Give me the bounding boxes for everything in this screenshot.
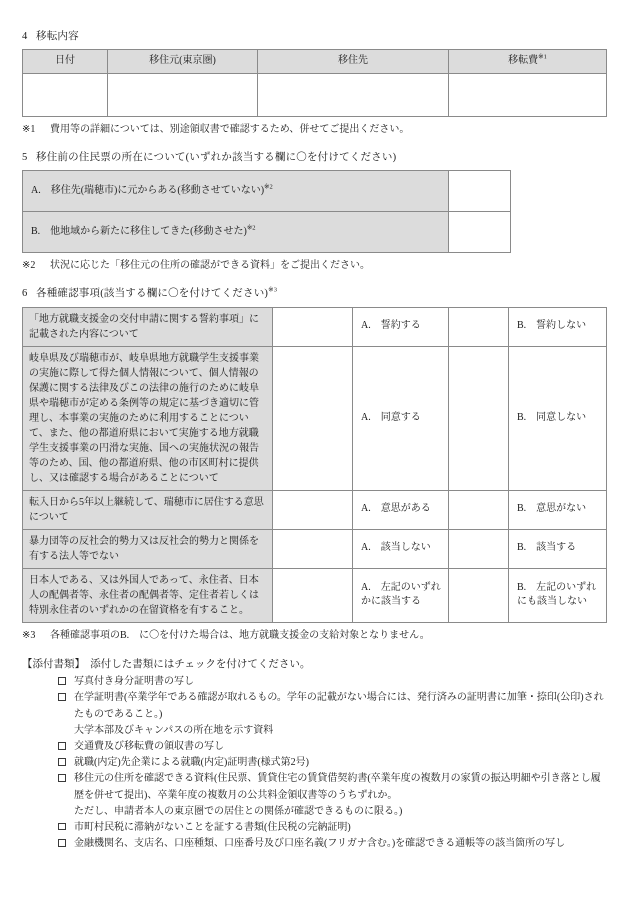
confirm-row-2-mark-b[interactable]	[449, 346, 509, 490]
cell-origin[interactable]	[108, 74, 258, 117]
section-5-title: 移住前の住民票の所在について(いずれか該当する欄に〇を付けてください)	[36, 152, 397, 164]
residence-location-table	[22, 170, 511, 253]
confirm-row-5-option-a: A. 左記のいずれかに該当する	[353, 568, 449, 622]
table-row-privacy	[23, 346, 607, 490]
option-b-label	[23, 212, 449, 253]
attachment-item-subtext: ただし、申請者本人の東京圏での居住との関係が確認できるものに限る。)	[74, 805, 403, 817]
confirm-row-4-label: 暴力団等の反社会的勢力又は反社会的勢力と関係を有する法人等でない	[23, 529, 273, 568]
footnote-marker-3: ※3	[268, 286, 278, 294]
confirm-row-5-option-b: B. 左記のいずれにも該当しない	[509, 568, 607, 622]
attachments-list	[22, 674, 606, 852]
confirm-row-2-option-b: B. 同意しない	[509, 346, 607, 490]
confirmation-items-table	[22, 307, 607, 623]
confirm-row-4-option-a: A. 該当しない	[353, 529, 449, 568]
confirm-row-3-option-a: A. 意思がある	[353, 490, 449, 529]
attachment-item-text: 就職(内定)先企業による就職(内定)証明書(様式第2号)	[74, 757, 309, 769]
column-header-cost-label: 移転費	[508, 55, 539, 67]
confirm-row-1-mark-b[interactable]	[449, 307, 509, 346]
option-a-mark-cell[interactable]	[449, 171, 511, 212]
footnote-2-marker: ※2	[22, 260, 36, 272]
footnote-2	[22, 259, 606, 273]
attachment-item-text: 在学証明書(卒業学年である確認が取れるもの。学年の記載がない場合には、発行済みの証明書に加筆・捺印(公印)されたものであること。)	[74, 692, 604, 720]
section-6-heading	[22, 287, 606, 301]
confirm-row-2-label: 岐阜県及び瑞穂市が、岐阜県地方就職学生支援事業の実施に際して得た個人情報について、個人情報の保護に関する法律及びこの法律の施行のために岐阜県や瑞穂市が定める条例等の規定に基づき適切に管理し、本事業の実施のために利用することについて、また、他の都道府県において実施する地方就職学生支援事業の円滑な実施、国への実施状況の報告等のため、国、他の都道府県、他の市区町村に提供し、又は確認する場合があることについて	[23, 346, 273, 490]
list-item[interactable]	[58, 755, 606, 771]
confirm-row-1-option-b: B. 誓約しない	[509, 307, 607, 346]
attachment-item-text: 金融機関名、支店名、口座種類、口座番号及び口座名義(フリガナ含む。)を確認できる通帳等の該当箇所の写し	[74, 838, 566, 850]
cell-date[interactable]	[23, 74, 108, 117]
confirm-row-4-mark-a[interactable]	[273, 529, 353, 568]
confirm-row-5-label: 日本人である、又は外国人であって、永住者、日本人の配偶者等、永住者の配偶者等、定住者若しくは特別永住者のいずれかの在留資格を有すること。	[23, 568, 273, 622]
confirm-row-3-mark-a[interactable]	[273, 490, 353, 529]
confirm-row-1-label: 「地方就職支援金の交付申請に関する誓約事項」に記載された内容について	[23, 307, 273, 346]
attachment-item-text: 写真付き身分証明書の写し	[74, 676, 194, 688]
option-a-text: A. 移住先(瑞穂市)に元からある(移動させていない)	[31, 185, 265, 197]
section-5-heading	[22, 151, 606, 165]
table-row-residency	[23, 490, 607, 529]
cell-cost[interactable]	[449, 74, 607, 117]
table-row	[23, 171, 511, 212]
table-header-row	[23, 50, 607, 74]
cell-destination[interactable]	[258, 74, 449, 117]
list-item[interactable]	[58, 820, 606, 836]
checkbox-icon[interactable]	[58, 823, 66, 831]
table-row-nationality	[23, 568, 607, 622]
attachment-item-text: 交通費及び移転費の領収書の写し	[74, 741, 224, 753]
confirm-row-4-mark-b[interactable]	[449, 529, 509, 568]
column-header-destination: 移住先	[258, 50, 449, 74]
option-a-label	[23, 171, 449, 212]
section-6-number: 6	[22, 288, 28, 300]
confirm-row-1-mark-a[interactable]	[273, 307, 353, 346]
footnote-1	[22, 123, 606, 137]
section-4-title: 移転内容	[36, 31, 79, 42]
checkbox-icon[interactable]	[58, 758, 66, 766]
checkbox-icon[interactable]	[58, 693, 66, 701]
option-b-mark-cell[interactable]	[449, 212, 511, 253]
confirm-row-5-mark-b[interactable]	[449, 568, 509, 622]
confirm-row-2-option-a: A. 同意する	[353, 346, 449, 490]
footnote-marker-1: ※1	[538, 54, 547, 62]
attachment-item-text: 移住元の住所を確認できる資料(住民票、賃貸住宅の賃貸借契約書(卒業年度の複数月の家賃の振込明細や引き落とし履歴を併せて提出)、卒業年度の複数月の公共料金領収書等のうちずれか。	[74, 773, 601, 801]
footnote-marker-2: ※2	[264, 183, 273, 191]
confirm-row-5-mark-a[interactable]	[273, 568, 353, 622]
attachments-title: 【添付書類】 添付した書類にはチェックを付けてください。	[22, 658, 311, 670]
confirm-row-4-option-b: B. 該当する	[509, 529, 607, 568]
attachment-item-text: 市町村民税に滞納がないことを証する書類(住民税の完納証明)	[74, 821, 351, 833]
checkbox-icon[interactable]	[58, 677, 66, 685]
table-row-pledge	[23, 307, 607, 346]
footnote-1-marker: ※1	[22, 124, 36, 136]
relocation-table	[22, 49, 607, 117]
checkbox-icon[interactable]	[58, 839, 66, 847]
attachment-item-subtext: 大学本部及びキャンパスの所在地を示す資料	[74, 724, 274, 736]
section-6-title: 各種確認事項(該当する欄に〇を付けてください)	[36, 288, 269, 300]
section-4-heading	[22, 30, 606, 44]
column-header-cost	[449, 50, 607, 74]
table-row-antisocial	[23, 529, 607, 568]
column-header-date: 日付	[23, 50, 108, 74]
list-item[interactable]	[58, 771, 606, 820]
checkbox-icon[interactable]	[58, 742, 66, 750]
confirm-row-3-mark-b[interactable]	[449, 490, 509, 529]
footnote-2-text: 状況に応じた「移住元の住所の確認ができる資料」をご提出ください。	[50, 260, 370, 272]
table-row	[23, 74, 607, 117]
footnote-3-marker: ※3	[22, 629, 36, 641]
confirm-row-1-option-a: A. 誓約する	[353, 307, 449, 346]
list-item[interactable]	[58, 836, 606, 852]
footnote-marker-2b: ※2	[246, 224, 256, 232]
table-row	[23, 212, 511, 253]
column-header-origin: 移住元(東京圏)	[108, 50, 258, 74]
confirm-row-3-option-b: B. 意思がない	[509, 490, 607, 529]
footnote-1-text: 費用等の詳細については、別途領収書で確認するため、併せてご提出ください。	[50, 124, 410, 136]
list-item[interactable]	[58, 739, 606, 755]
checkbox-icon[interactable]	[58, 774, 66, 782]
section-5-number: 5	[22, 152, 28, 164]
option-b-text: B. 他地域から新たに移住してきた(移動させた)	[31, 226, 247, 238]
confirm-row-2-mark-a[interactable]	[273, 346, 353, 490]
list-item[interactable]	[58, 690, 606, 739]
confirm-row-3-label: 転入日から5年以上継続して、瑞穂市に居住する意思について	[23, 490, 273, 529]
list-item[interactable]	[58, 674, 606, 690]
footnote-3	[22, 629, 606, 643]
footnote-3-text: 各種確認事項のB. に〇を付けた場合は、地方就職支援金の支給対象となりません。	[50, 629, 430, 641]
section-4-number: 4	[22, 31, 28, 42]
